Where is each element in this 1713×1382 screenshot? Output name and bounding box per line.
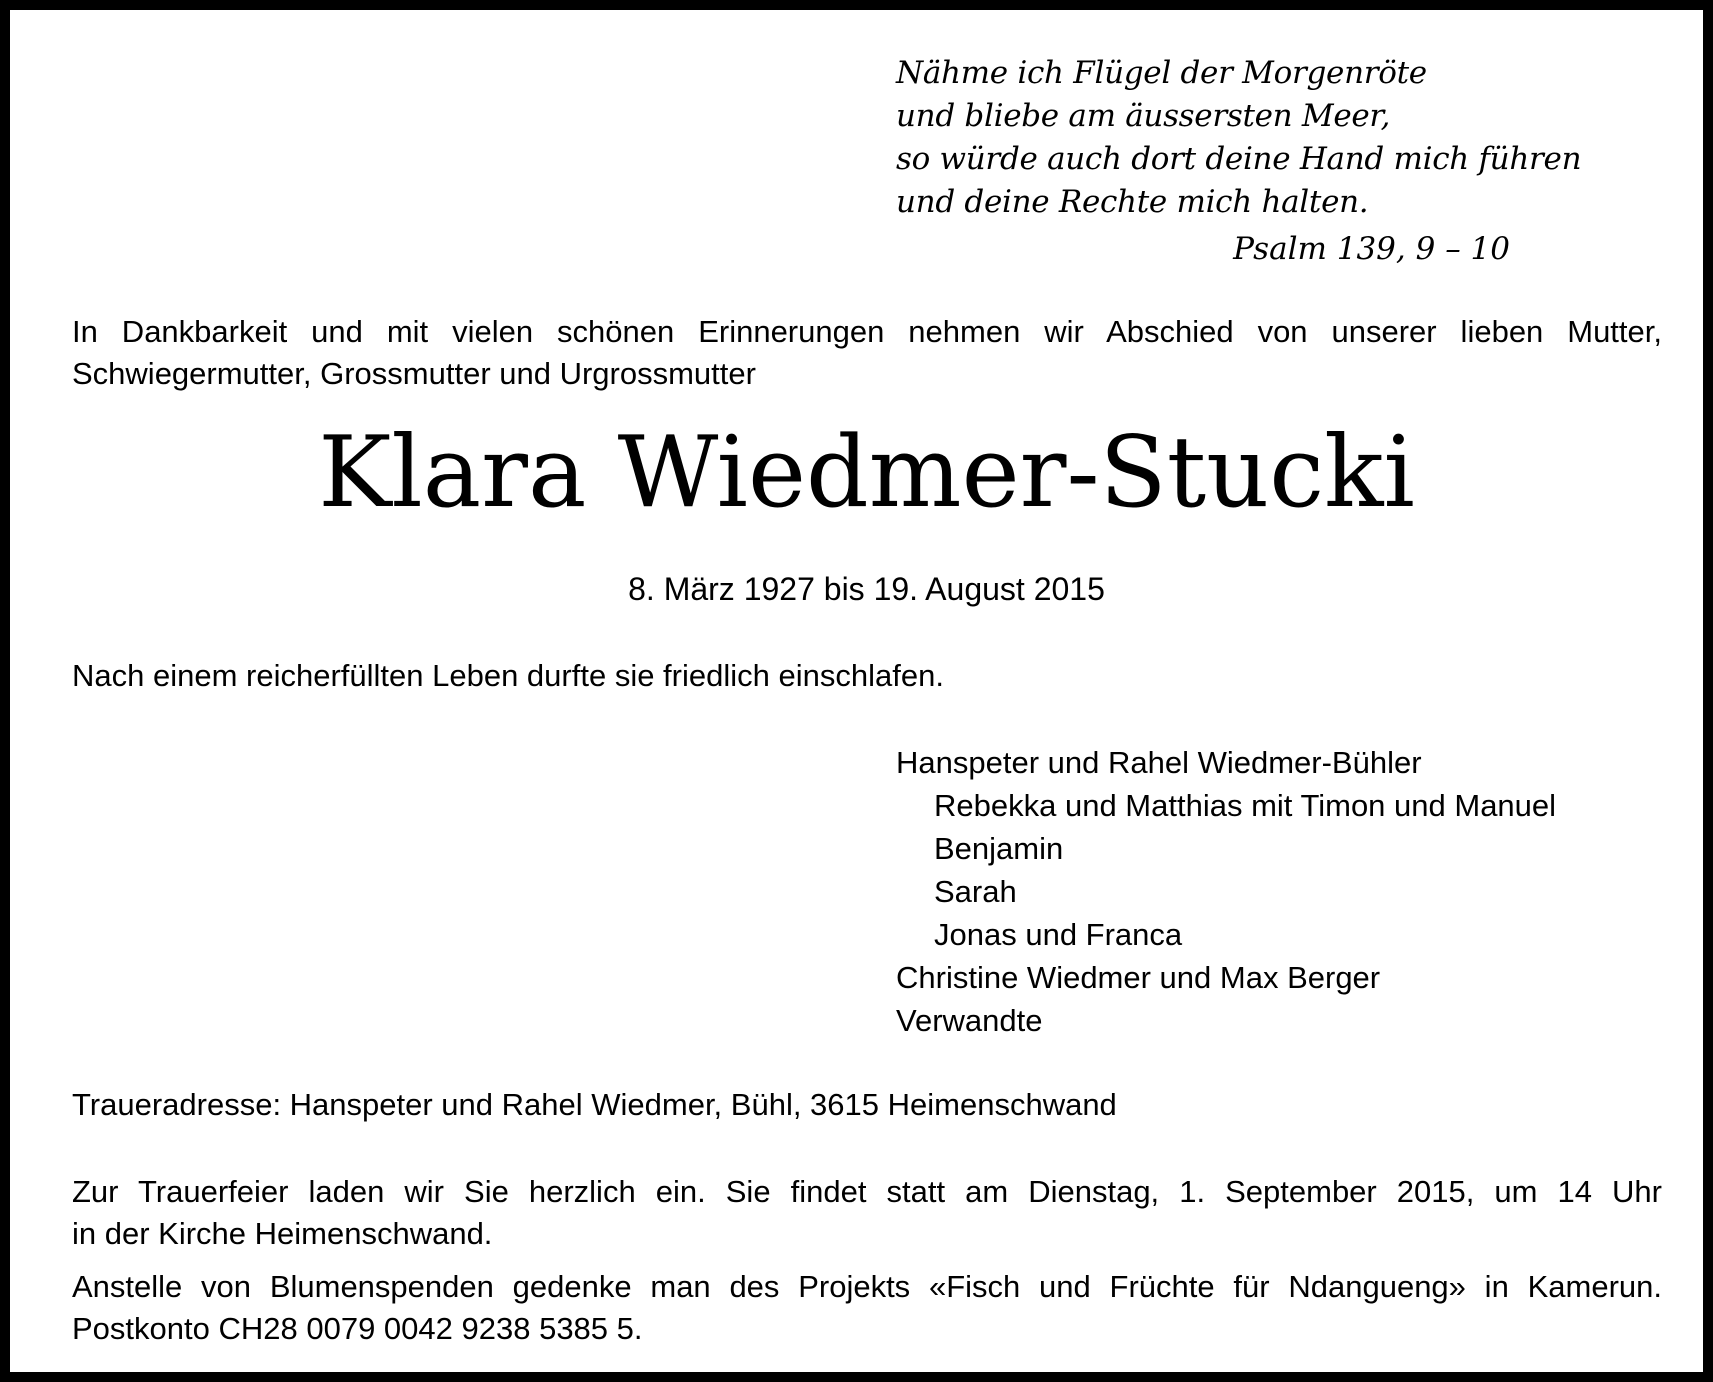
peaceful-text: Nach einem reicherfüllten Leben durfte sie friedlich einschlafen. [72,658,944,693]
donation-line: Postkonto CH28 0079 0042 9238 5385 5. [72,1311,643,1346]
intro-line: Schwiegermutter, Grossmutter und Urgrossmutter [72,356,756,391]
ceremony-info [72,1171,1662,1255]
mourner-entry: Verwandte [896,1003,1043,1038]
ceremony-line: in der Kirche Heimenschwand. [72,1216,493,1251]
mourner-entry: Christine Wiedmer und Max Berger [896,960,1381,995]
verse-source: Psalm 139, 9 – 10 [1233,231,1510,267]
donation-info [72,1266,1662,1350]
verse-line: und bliebe am äussersten Meer, [896,98,1391,134]
verse-line: und deine Rechte mich halten. [896,184,1369,220]
bible-verse [896,52,1582,224]
life-dates: 8. März 1927 bis 19. August 2015 [628,571,1105,607]
mourner-entry: Rebekka und Matthias mit Timon und Manuel [934,788,1557,823]
intro-line: In Dankbarkeit und mit vielen schönen Erinnerungen nehmen wir Abschied von unserer lieben Mutter, [72,314,1662,349]
mourners-list [896,741,1656,1042]
verse-line: Nähme ich Flügel der Morgenröte [896,55,1427,91]
ceremony-line: Zur Trauerfeier laden wir Sie herzlich ein. Sie findet statt am Dienstag, 1. September 2015, um 14 Uhr [72,1174,1662,1209]
mourner-entry: Jonas und Franca [934,917,1183,952]
mourner-entry: Benjamin [934,831,1064,866]
intro-text [72,311,1662,395]
deceased-name: Klara Wiedmer-Stucki [318,416,1415,530]
verse-line: so würde auch dort deine Hand mich führen [896,141,1582,177]
mourning-address: Traueradresse: Hanspeter und Rahel Wiedmer, Bühl, 3615 Heimenschwand [72,1087,1117,1122]
mourner-entry: Sarah [934,874,1017,909]
mourner-entry: Hanspeter und Rahel Wiedmer-Bühler [896,745,1422,780]
donation-line: Anstelle von Blumenspenden gedenke man des Projekts «Fisch und Früchte für Ndangueng» in Kamerun. [72,1269,1662,1304]
